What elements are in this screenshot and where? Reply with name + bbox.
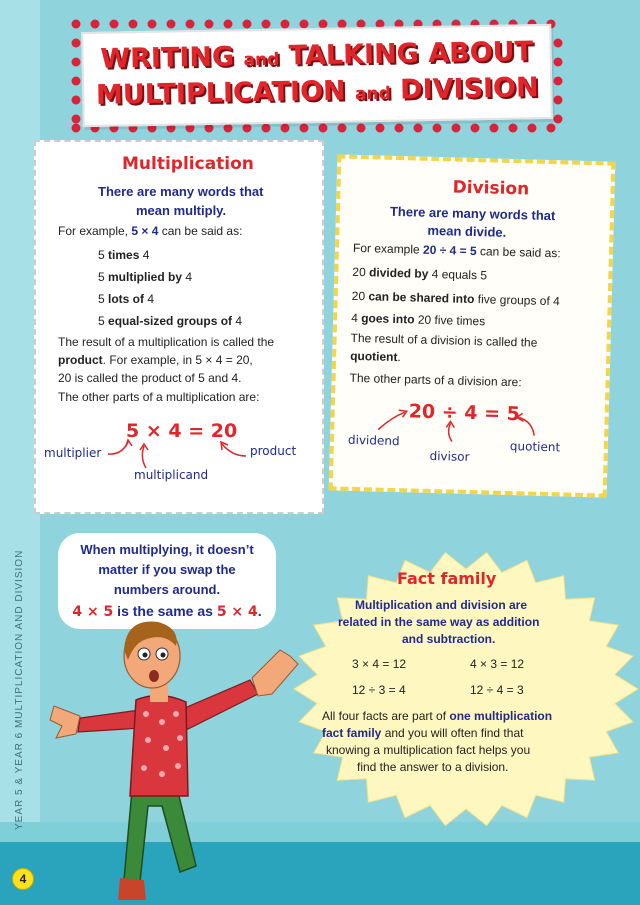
fact-family-intro-line-1: Multiplication and division are [355,598,528,612]
fact-2: 4 × 3 = 12 [470,657,525,671]
keyword: goes into [361,311,415,327]
label-multiplicand: multiplicand [134,468,209,482]
text: For example [352,240,424,257]
text: five groups of 4 [474,292,560,309]
multiplication-equation: 5 × 4 = 20 [126,420,238,442]
text: can be said as: [476,244,561,261]
label-product: product [250,444,297,458]
fact-family-para-line-2 [322,726,523,740]
side-label: YEAR 5 & YEAR 6 MULTIPLICATION AND DIVISION [14,549,25,830]
multiplication-other-parts: The other parts of a multiplication are: [58,390,260,404]
keyword: product [58,353,103,367]
label-dividend: dividend [347,432,400,449]
example-expression: 5 × 4 [131,224,159,238]
division-arrows [333,159,620,502]
text: 4 [144,292,155,306]
text: For example, [58,224,132,238]
fact-family-para-line-4: find the answer to a division. [357,760,509,774]
expression-a: 4 × 5 [72,604,114,620]
text: and you will often find that [381,726,524,740]
keyword: lots of [108,292,145,306]
text: 5 [98,270,109,284]
title-word: WRITING [100,41,235,75]
multiplication-heading: Multiplication [122,154,254,174]
title-word: and [243,49,280,71]
boy-character-illustration [40,610,320,905]
multiplication-intro-line-1: There are many words that [98,184,264,199]
text: 5 [98,292,109,306]
label-quotient: quotient [509,439,561,455]
example-expression: 20 ÷ 4 = 5 [422,242,477,259]
multiplication-card [34,140,324,514]
multiplication-intro-line-2: mean multiply. [136,203,227,218]
keyword: times [108,248,140,262]
label-divisor: divisor [429,448,470,464]
title-line-2 [84,72,550,111]
title-word: TALKING ABOUT [288,36,534,72]
text: . For example, in 5 × 4 = 20, [102,353,253,367]
text: 20 [351,288,369,304]
division-result-line-1: The result of a division is called the [350,330,538,350]
keyword: divided by [368,265,429,281]
title-word: DIVISION [399,72,539,106]
division-intro-line-2: mean divide. [427,222,507,240]
text: 5 [98,248,109,262]
fact-family-heading: Fact family [397,569,497,588]
text: 20 five times [414,312,486,329]
keyword: fact family [322,726,382,740]
text: 20 [352,264,370,280]
division-equation: 20 ÷ 4 = 5 [408,400,521,426]
text: 4 [139,248,150,262]
text: 5 [98,314,109,328]
bubble-line-2: matter if you swap the [98,562,236,577]
text: . [257,603,262,619]
text: All four facts are part of [322,709,450,723]
text: 4 [232,314,243,328]
text: 4 [182,270,193,284]
text: is the same as [113,603,217,619]
title-word: MULTIPLICATION [95,75,346,111]
division-heading: Division [452,177,530,200]
bubble-line-3: numbers around. [113,582,221,597]
text: . [397,350,402,365]
keyword: multiplied by [108,270,183,284]
division-card [329,154,616,497]
title-word: and [354,83,391,105]
fact-family-intro-line-3: and subtraction. [402,632,496,646]
fact-family-para-line-1 [322,709,552,723]
division-intro-line-1: There are many words that [389,203,556,224]
keyword: quotient [349,348,398,365]
title-line-1 [83,36,549,75]
division-other-parts: The other parts of a division are: [349,370,522,390]
text: 4 [350,310,362,326]
text: 4 equals 5 [428,266,488,283]
fact-family-para-line-3: knowing a multiplication fact helps you [326,743,531,757]
fact-1: 3 × 4 = 12 [352,657,407,671]
keyword: equal-sized groups of [108,314,233,328]
keyword: can be shared into [368,289,475,307]
fact-family-starburst [290,548,640,830]
title-banner [81,24,553,127]
fact-family-intro-line-2: related in the same way as addition [338,615,540,629]
keyword: one multiplication [449,709,553,723]
bubble-line-1: When multiplying, it doesn’t [80,542,254,557]
expression-b: 5 × 4 [216,604,258,620]
label-multiplier: multiplier [44,446,102,460]
fact-4: 12 ÷ 4 = 3 [470,683,524,697]
fact-3: 12 ÷ 3 = 4 [352,683,406,697]
multiplication-result-line-1: The result of a multiplication is called the [58,335,275,349]
text: can be said as: [158,224,243,238]
page-number: 4 [12,868,34,890]
multiplication-result-line-3: 20 is called the product of 5 and 4. [58,371,242,385]
